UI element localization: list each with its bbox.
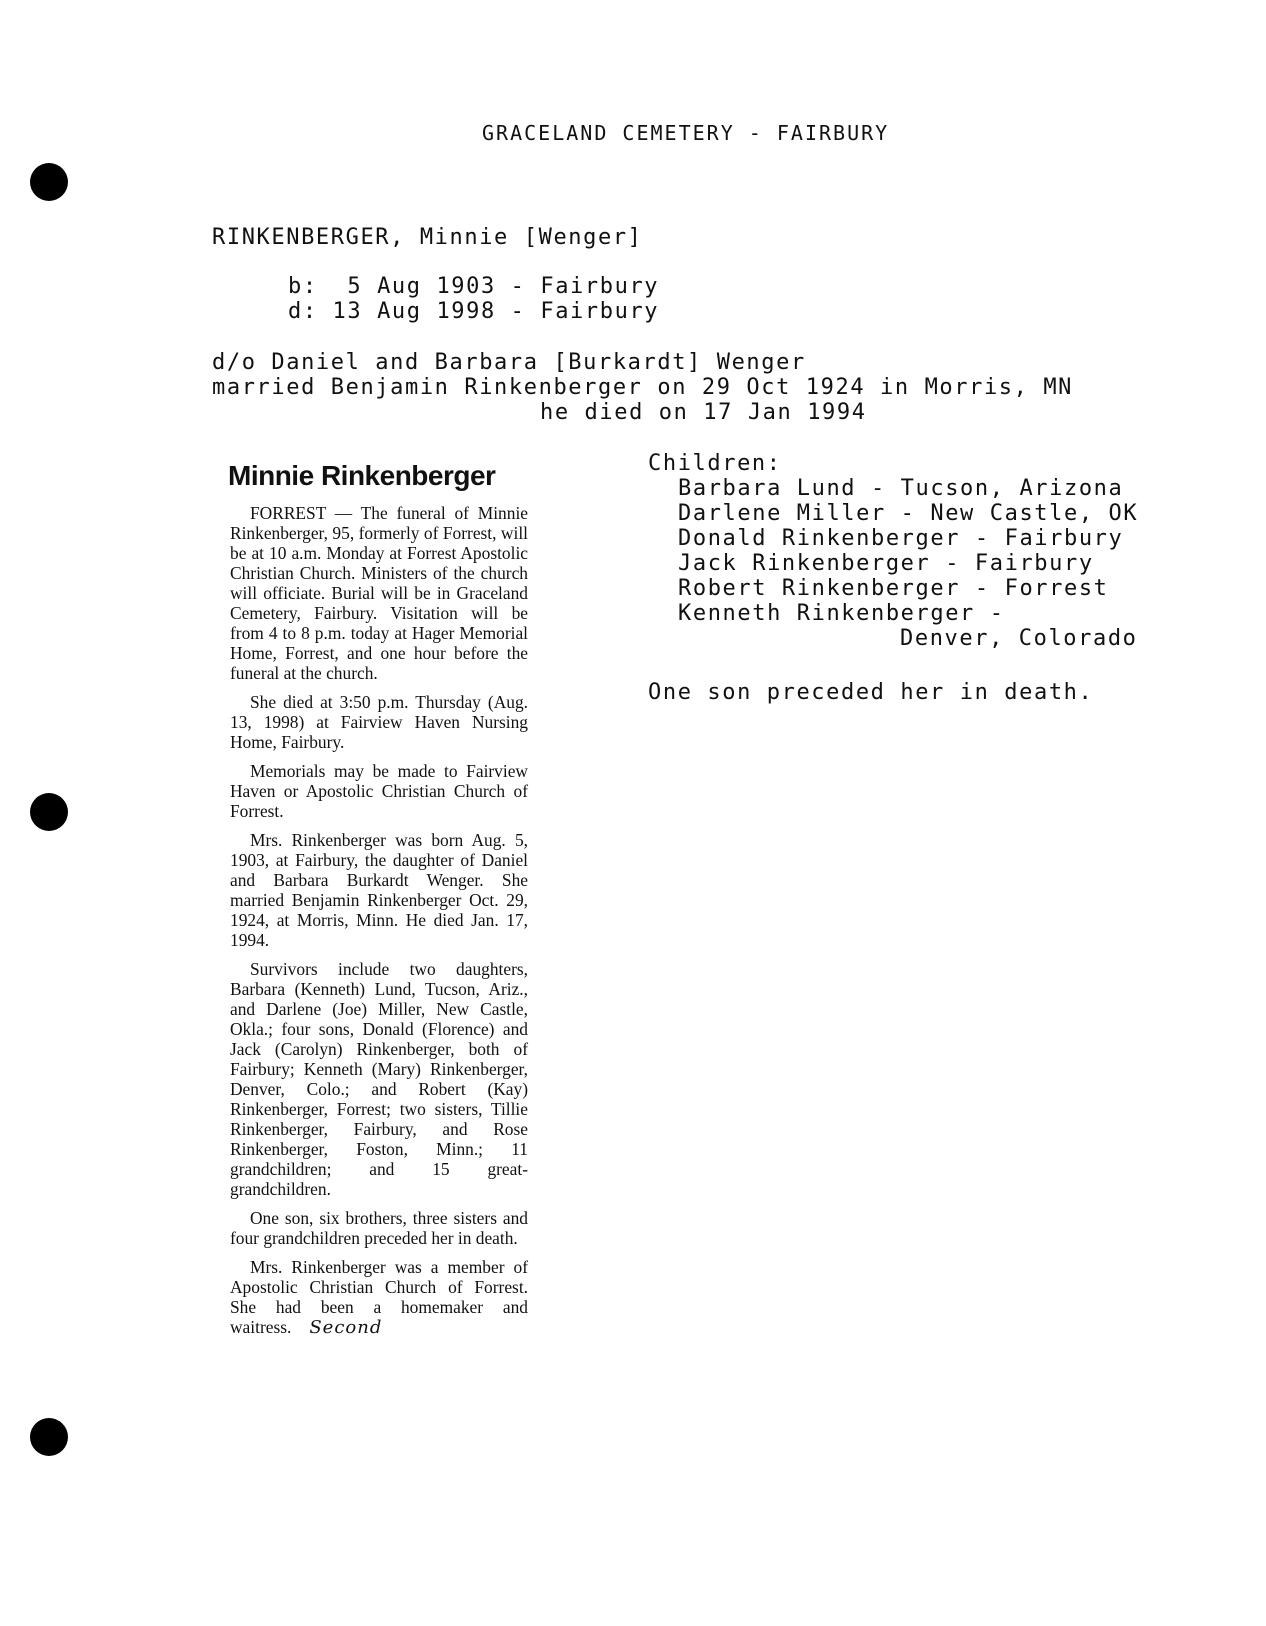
obituary-last-paragraph <box>230 1257 528 1338</box>
deceased-name: RINKENBERGER, Minnie [Wenger] <box>212 225 643 250</box>
child-item: Barbara Lund - Tucson, Arizona <box>678 476 1124 501</box>
obituary-paragraph: Survivors include two daughters, Barbara (Kenneth) Lund, Tucson, Ariz., and Darlene (Joe) Miller, New Castle, Okla.; four sons, Donald (Florence) and Jack (Carolyn) Rinkenberger, both of Fairbury; Kenneth (Mary) Rinkenberger, Denver, Colo.; and Robert (Kay) Rinkenberger, Forrest; two sisters, Tillie Rinkenberger, Fairbury, and Rose Rinkenberger, Foston, Minn.; 11 grandchildren; and 15 great-grandchildren. <box>230 959 528 1199</box>
parents-line: d/o Daniel and Barbara [Burkardt] Wenger <box>212 350 806 375</box>
obituary-headline: Minnie Rinkenberger <box>228 460 496 491</box>
preceded-note: One son preceded her in death. <box>648 680 1094 705</box>
child-item: Kenneth Rinkenberger - <box>678 601 1005 626</box>
cemetery-title: GRACELAND CEMETERY - FAIRBURY <box>482 121 890 145</box>
obituary-paragraph: One son, six brothers, three sisters and four grandchildren preceded her in death. <box>230 1208 528 1248</box>
children-list <box>648 451 1138 651</box>
binder-hole-middle <box>30 793 68 831</box>
birth-line: b: 5 Aug 1903 - Fairbury <box>288 274 660 299</box>
obituary-paragraph: FORREST — The funeral of Minnie Rinkenberger, 95, formerly of Forrest, will be at 10 a.m. Monday at Forrest Apostolic Christian Church. Ministers of the church will officiate. Burial will be in Graceland Cemetery, Fairbury. Visitation will be from 4 to 8 p.m. today at Hager Memorial Home, Forrest, and one hour before the funeral at the church. <box>230 503 528 683</box>
death-line: d: 13 Aug 1998 - Fairbury <box>288 299 660 324</box>
binder-hole-top <box>30 163 68 201</box>
obituary-paragraph: She died at 3:50 p.m. Thursday (Aug. 13, 1998) at Fairview Haven Nursing Home, Fairbury. <box>230 692 528 752</box>
child-item: Donald Rinkenberger - Fairbury <box>678 526 1124 551</box>
vital-dates <box>288 274 659 324</box>
obituary-clipping <box>230 503 528 1347</box>
obituary-paragraph-text: Mrs. Rinkenberger was a member of Apostolic Christian Church of Forrest. She had been a homemaker and waitress. <box>230 1257 528 1337</box>
obituary-paragraph: Memorials may be made to Fairview Haven or Apostolic Christian Church of Forrest. <box>230 761 528 821</box>
obituary-paragraph: Mrs. Rinkenberger was born Aug. 5, 1903, at Fairbury, the daughter of Daniel and Barbara Burkardt Wenger. She married Benjamin Rinkenberger Oct. 29, 1924, at Morris, Minn. He died Jan. 17, 1994. <box>230 830 528 950</box>
family-info <box>212 350 1073 425</box>
child-item: Jack Rinkenberger - Fairbury <box>678 551 1094 576</box>
child-item-location: Denver, Colorado <box>900 626 1138 651</box>
handwritten-note: Second <box>309 1317 383 1338</box>
child-item: Darlene Miller - New Castle, OK <box>678 501 1139 526</box>
binder-hole-bottom <box>30 1418 68 1456</box>
marriage-line: married Benjamin Rinkenberger on 29 Oct 1924 in Morris, MN <box>212 375 1074 400</box>
children-heading: Children: <box>648 451 782 476</box>
child-item: Robert Rinkenberger - Forrest <box>678 576 1109 601</box>
spouse-death-line: he died on 17 Jan 1994 <box>540 400 867 425</box>
